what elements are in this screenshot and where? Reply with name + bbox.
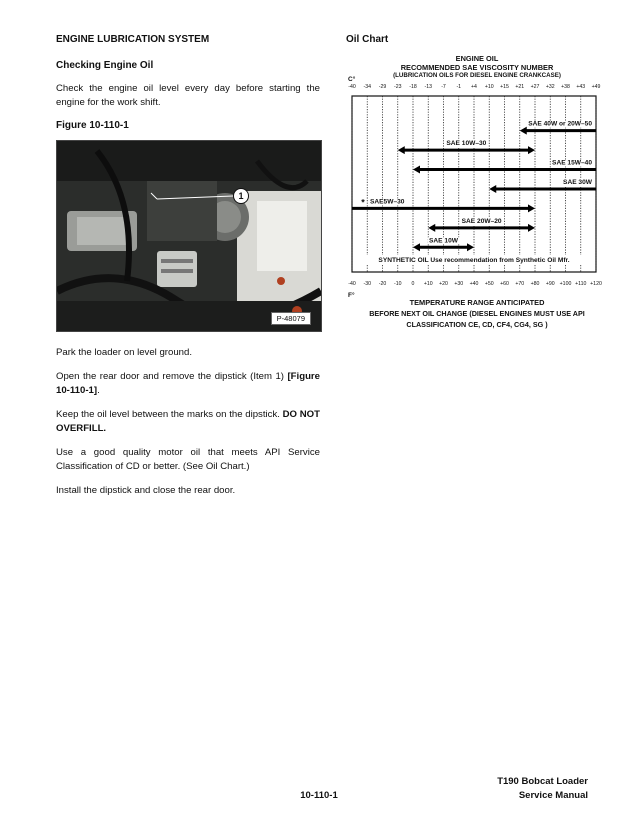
- synthetic-note: SYNTHETIC OIL Use recommendation from Synthetic Oil Mfr.: [378, 257, 570, 264]
- celsius-unit: C°: [348, 76, 356, 83]
- figure-label: Figure 10-110-1: [56, 120, 129, 131]
- grade-label: SAE 20W–20: [461, 217, 502, 225]
- grade-label: SAE 30W: [563, 178, 592, 186]
- step-park: Park the loader on level ground.: [56, 347, 192, 358]
- engine-photo: [56, 140, 322, 332]
- grade-star: *: [361, 197, 365, 208]
- engine-photo-graphic: [57, 141, 321, 331]
- step-open-door-text: Open the rear door and remove the dipstick (Item 1): [56, 371, 288, 382]
- intro-paragraph: Check the engine oil level every day before starting the engine for the work shift.: [56, 83, 320, 108]
- fahrenheit-tick-label: -20: [378, 281, 387, 287]
- oil-chart-svg: [340, 80, 608, 294]
- celsius-tick-label: +43: [576, 84, 586, 90]
- fahrenheit-tick-label: -10: [394, 281, 402, 287]
- celsius-tick-label: -23: [394, 84, 402, 90]
- figure-code: P-48079: [271, 312, 311, 325]
- fahrenheit-tick-label: +80: [530, 281, 540, 287]
- celsius-tick-label: +4: [471, 84, 477, 90]
- fahrenheit-tick-label: -30: [363, 281, 371, 287]
- step-open-door: [56, 370, 320, 398]
- grade-arrow-right: [528, 204, 535, 212]
- grade-arrow-right: [467, 243, 474, 251]
- chart-header-lubrication: (LUBRICATION OILS FOR DIESEL ENGINE CRANKCASE): [393, 72, 561, 79]
- grade-label: SAE 15W–40: [552, 159, 592, 167]
- grade-label: SAE 10W–30: [446, 140, 487, 148]
- celsius-tick-label: +15: [500, 84, 509, 90]
- grade-arrow-left: [398, 146, 405, 154]
- chart-footer-diesel: BEFORE NEXT OIL CHANGE (DIESEL ENGINES MUST USE API: [369, 309, 585, 318]
- grade-arrow-left: [428, 224, 435, 232]
- grade-label: SAE 40W or 20W–50: [528, 120, 592, 128]
- step-open-door-end: .: [97, 385, 100, 396]
- fahrenheit-unit: F°: [348, 292, 355, 299]
- celsius-tick-label: -29: [378, 84, 387, 90]
- fahrenheit-tick-label: +60: [500, 281, 509, 287]
- section-title: ENGINE LUBRICATION SYSTEM: [56, 34, 210, 45]
- step-install-dipstick: Install the dipstick and close the rear door.: [56, 485, 236, 496]
- step-oil-level-text: Keep the oil level between the marks on the dipstick.: [56, 409, 283, 420]
- grade-label: SAE5W–30: [370, 198, 405, 206]
- step-oil-quality: Use a good quality motor oil that meets API Service Classification of CD or better. (See Oil Chart.): [56, 447, 320, 472]
- celsius-tick-label: -1: [456, 84, 462, 90]
- figure-reference: [Figure 10-110-1]: [56, 371, 320, 396]
- fahrenheit-tick-label: +90: [545, 281, 555, 287]
- fahrenheit-tick-label: 0: [411, 281, 415, 287]
- celsius-tick-label: +49: [591, 84, 601, 90]
- chart-header-engine-oil: ENGINE OIL: [455, 54, 499, 63]
- grade-arrow-left: [489, 185, 496, 193]
- fahrenheit-tick-label: -40: [348, 281, 356, 287]
- fahrenheit-tick-label: +20: [439, 281, 448, 287]
- celsius-tick-label: -18: [409, 84, 417, 90]
- fahrenheit-tick-label: +50: [484, 281, 494, 287]
- grade-arrow-left: [413, 166, 420, 174]
- grade-arrow-left: [520, 127, 527, 135]
- celsius-tick-label: +32: [545, 84, 555, 90]
- celsius-tick-label: -13: [424, 84, 432, 90]
- fahrenheit-tick-label: +110: [575, 281, 587, 287]
- celsius-tick-label: +21: [515, 84, 525, 90]
- celsius-tick-label: -40: [348, 84, 356, 90]
- chart-footer-temp-range: TEMPERATURE RANGE ANTICIPATED: [409, 298, 545, 307]
- page-number: 10-110-1: [300, 790, 338, 801]
- fahrenheit-tick-label: +10: [423, 281, 433, 287]
- celsius-tick-label: +27: [530, 84, 540, 90]
- manual-name: Service Manual: [518, 790, 588, 801]
- overfill-warning: DO NOT OVERFILL.: [56, 409, 320, 434]
- celsius-tick-label: +38: [561, 84, 570, 90]
- grade-arrow-right: [528, 224, 535, 232]
- fahrenheit-tick-label: +120: [590, 281, 602, 287]
- step-oil-level: [56, 408, 320, 436]
- fahrenheit-tick-label: +40: [469, 281, 479, 287]
- grade-arrow-left: [413, 243, 420, 251]
- chart-footer-classification: CLASSIFICATION CE, CD, CF4, CG4, SG ): [406, 320, 548, 329]
- callout-item-1: 1: [233, 188, 249, 204]
- celsius-tick-label: +10: [484, 84, 494, 90]
- fahrenheit-tick-label: +70: [515, 281, 525, 287]
- fahrenheit-tick-label: +30: [454, 281, 464, 287]
- fahrenheit-tick-label: +100: [559, 281, 572, 287]
- chart-header-viscosity: RECOMMENDED SAE VISCOSITY NUMBER: [400, 63, 554, 72]
- celsius-tick-label: -34: [363, 84, 371, 90]
- subsection-title: Checking Engine Oil: [56, 60, 154, 71]
- grade-label: SAE 10W: [429, 237, 458, 245]
- celsius-tick-label: -7: [441, 84, 446, 90]
- chart-title: Oil Chart: [346, 34, 389, 45]
- grade-arrow-right: [528, 146, 535, 154]
- model-name: T190 Bobcat Loader: [497, 776, 588, 787]
